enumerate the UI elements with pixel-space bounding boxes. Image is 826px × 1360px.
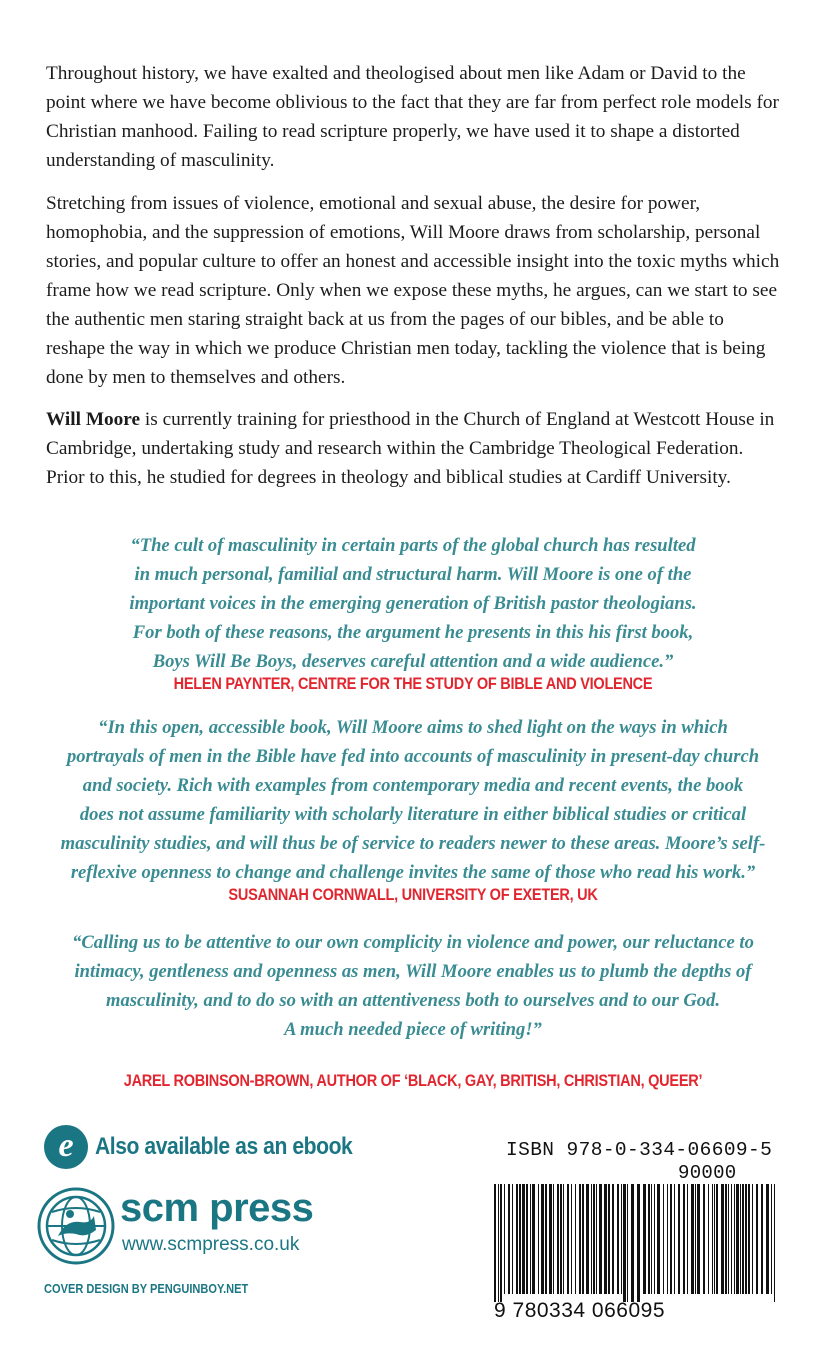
- barcode-bar: [643, 1184, 646, 1294]
- price-code: 90000: [678, 1162, 737, 1184]
- barcode-bar: [579, 1184, 581, 1294]
- barcode-bar: [571, 1184, 572, 1294]
- barcode-bar: [557, 1184, 559, 1294]
- quote-2-attribution: SUSANNAH CORNWALL, UNIVERSITY OF EXETER, UK: [228, 886, 598, 904]
- barcode-bar: [674, 1184, 675, 1294]
- barcode-bar: [545, 1184, 547, 1294]
- barcode-bar: [498, 1184, 499, 1302]
- barcode-bar: [617, 1184, 619, 1294]
- barcode-bar: [657, 1184, 660, 1294]
- quote-1-attribution: HELEN PAYNTER, CENTRE FOR THE STUDY OF BIBLE AND VIOLENCE: [173, 675, 653, 693]
- quote-line: For both of these reasons, the argument he presents in this his first book,: [132, 622, 694, 643]
- barcode-bar: [654, 1184, 655, 1294]
- scm-globe-logo: [36, 1186, 116, 1266]
- barcode-bar: [530, 1184, 531, 1294]
- barcode-bar: [736, 1184, 739, 1294]
- isbn-barcode: [492, 1132, 784, 1321]
- quote-line: in much personal, familial and structural harm. Will Moore is one of the: [134, 564, 692, 585]
- barcode-bar: [623, 1184, 626, 1302]
- barcode-bar: [560, 1184, 562, 1294]
- barcode-bar: [519, 1184, 521, 1294]
- barcode-bar: [697, 1184, 700, 1294]
- barcode-bar: [631, 1184, 634, 1302]
- barcode-bar: [667, 1184, 668, 1294]
- barcode-bar: [745, 1184, 747, 1294]
- quote-line: A much needed piece of writing!”: [284, 1019, 542, 1040]
- quote-line: masculinity, and to do so with an attentiveness both to ourselves and to our God.: [105, 990, 721, 1011]
- quote-line: portrayals of men in the Bible have fed into accounts of masculinity in present-day church: [66, 746, 760, 767]
- ebook-notice: [44, 1125, 387, 1169]
- barcode-bar: [596, 1184, 597, 1294]
- author-bio: [46, 405, 786, 492]
- barcode-bar: [563, 1184, 564, 1294]
- barcode-bar: [691, 1184, 694, 1294]
- barcode-bar: [549, 1184, 552, 1294]
- barcode-bar: [582, 1184, 584, 1294]
- barcode-bar: [771, 1184, 772, 1294]
- publisher-name: scm press: [120, 1186, 314, 1230]
- barcode-bar: [604, 1184, 607, 1294]
- barcode-bar: [712, 1184, 713, 1294]
- quote-line: “In this open, accessible book, Will Moore aims to shed light on the ways in which: [98, 717, 728, 738]
- barcode-bar: [593, 1184, 595, 1294]
- barcode-bar: [670, 1184, 672, 1294]
- ebook-e-icon: [44, 1125, 88, 1169]
- barcode-bar: [651, 1184, 652, 1294]
- barcode-bar: [663, 1184, 664, 1294]
- quote-1: [20, 531, 806, 676]
- blurb-paragraph-2: Stretching from issues of violence, emotional and sexual abuse, the desire for power, homophobia, and the suppression of emotions, Will Moore draws from scholarship, personal stories, and popular culture to offer an honest and accessible insight into the toxic myths which frame how we read scripture. Only when we expose these myths, he argues, can we start to see the authentic men staring straight back at us from the pages of our bibles, and be able to reshape the way in which we produce Christian men today, tackling the violence that is being done by men to themselves and others.: [46, 193, 780, 388]
- barcode-bar: [591, 1184, 592, 1294]
- quote-2: [20, 713, 806, 887]
- barcode-bar: [541, 1184, 544, 1294]
- barcode-bar: [695, 1184, 696, 1294]
- barcode-bar: [508, 1184, 510, 1294]
- barcode-bar: [716, 1184, 718, 1294]
- barcode-bar: [752, 1184, 753, 1294]
- barcode-bar: [742, 1184, 744, 1294]
- quote-3-attribution: JAREL ROBINSON-BROWN, AUTHOR OF ‘BLACK, GAY, BRITISH, CHRISTIAN, QUEER’: [123, 1072, 703, 1090]
- quote-line: reflexive openness to change and challenge invites the same of those who read his work.”: [70, 862, 756, 883]
- barcode-bar: [731, 1184, 732, 1294]
- barcode-bar: [648, 1184, 650, 1294]
- barcode-bar: [703, 1184, 705, 1294]
- quote-line: and society. Rich with examples from contemporary media and recent events, the book: [82, 775, 744, 796]
- barcode-bar: [612, 1184, 614, 1294]
- barcode-bar: [567, 1184, 569, 1294]
- author-bio-text: is currently training for priesthood in the Church of England at Westcott House in Cambridge, undertaking study and research within the Cambridge Theological Federation. Prior to this, he studied for degrees in theology and biblical studies at Cardiff University.: [46, 409, 775, 488]
- quote-line: “The cult of masculinity in certain parts of the global church has resulted: [130, 535, 696, 556]
- quote-line: important voices in the emerging generation of British pastor theologians.: [129, 593, 697, 614]
- barcode-bar: [500, 1184, 502, 1302]
- barcode-bar: [687, 1184, 688, 1294]
- barcode-bar: [740, 1184, 741, 1294]
- barcode-bar: [538, 1184, 539, 1294]
- barcode-bar: [734, 1184, 735, 1294]
- barcode-bars: [492, 1184, 784, 1304]
- quote-3: [20, 928, 806, 1044]
- barcode-bar: [761, 1184, 763, 1294]
- barcode-bar: [504, 1184, 505, 1294]
- barcode-bar: [516, 1184, 518, 1294]
- barcode-bar: [714, 1184, 715, 1294]
- barcode-bar: [532, 1184, 535, 1294]
- quote-line: Boys Will Be Boys, deserves careful attention and a wide audience.”: [152, 651, 674, 672]
- barcode-bar: [512, 1184, 513, 1294]
- barcode-bar: [522, 1184, 525, 1294]
- barcode-bar: [683, 1184, 685, 1294]
- isbn-number: ISBN 978-0-334-06609-5: [506, 1139, 773, 1161]
- barcode-bar: [766, 1184, 769, 1294]
- barcode-bar: [725, 1184, 727, 1294]
- barcode-bar: [708, 1184, 709, 1294]
- quote-line: does not assume familiarity with scholarly literature in either biblical studies or critical: [79, 804, 747, 825]
- ebook-notice-text: Also available as an ebook: [95, 1133, 353, 1160]
- barcode-bar: [774, 1184, 775, 1302]
- barcode-bar: [575, 1184, 576, 1294]
- barcode-bar: [637, 1184, 640, 1302]
- barcode-bar: [721, 1184, 724, 1294]
- barcode-bar: [608, 1184, 610, 1294]
- barcode-bar: [728, 1184, 729, 1294]
- barcode-bar: [756, 1184, 758, 1294]
- ebook-e-glyph: e: [58, 1127, 74, 1164]
- barcode-bar: [627, 1184, 628, 1302]
- barcode-bar: [553, 1184, 554, 1294]
- barcode-bar: [526, 1184, 528, 1294]
- quote-line: intimacy, gentleness and openness as men, Will Moore enables us to plumb the depths of: [74, 961, 752, 982]
- quote-line: “Calling us to be attentive to our own complicity in violence and power, our reluctance to: [72, 932, 754, 953]
- author-name: Will Moore: [46, 409, 141, 430]
- blurb-paragraph-1: Throughout history, we have exalted and theologised about men like Adam or David to the point where we have become oblivious to the fact that they are far from perfect role models for Christian manhood. Failing to read scripture properly, we have used it to shape a distorted understanding of masculinity.: [46, 63, 779, 171]
- barcode-bar: [621, 1184, 622, 1294]
- barcode-bar: [599, 1184, 602, 1294]
- cover-design-credit: COVER DESIGN BY PENGUINBOY.NET: [44, 1281, 249, 1296]
- barcode-bar: [586, 1184, 589, 1294]
- publisher-url: www.scmpress.co.uk: [122, 1234, 300, 1255]
- barcode-bar: [748, 1184, 750, 1294]
- barcode-bar: [678, 1184, 680, 1294]
- quote-line: masculinity studies, and will thus be of service to readers newer to these areas. Moore’s self-: [60, 833, 766, 854]
- barcode-bar: [494, 1184, 496, 1302]
- ean-digits: 9 780334 066095: [494, 1299, 665, 1322]
